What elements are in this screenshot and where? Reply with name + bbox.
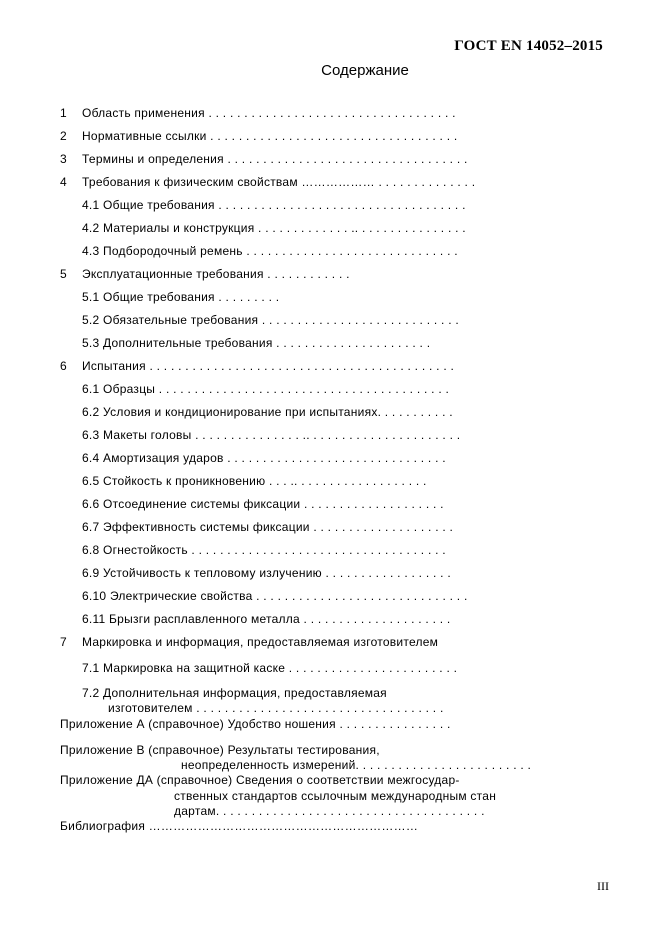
toc-subentry[interactable]: 4.1 Общие требования . . . . . . . . . . . . . . . . . . . . . . . . . . . . . . . . . . . xyxy=(82,198,466,212)
toc-subentry[interactable]: 6.6 Отсоединение системы фиксации . . . . . . . . . . . . . . . . . . . . xyxy=(82,497,444,511)
toc-appendix-continuation[interactable]: дартам. . . . . . . . . . . . . . . . . . . . . . . . . . . . . . . . . . . . . . xyxy=(174,804,485,818)
toc-subentry[interactable]: 6.4 Амортизация ударов . . . . . . . . . . . . . . . . . . . . . . . . . . . . . . . xyxy=(82,451,446,465)
toc-appendix[interactable]: Приложение ДА (справочное) Сведения о соответствии межгосудар- xyxy=(60,773,460,787)
toc-subentry[interactable]: 5.2 Обязательные требования . . . . . . . . . . . . . . . . . . . . . . . . . . . . xyxy=(82,313,459,327)
toc-subentry[interactable]: 6.5 Стойкость к проникновению . . . .. . . . . . . . . . . . . . . . . . . xyxy=(82,474,427,488)
toc-entry-label: Эксплуатационные требования . . . . . . . . . . . . xyxy=(82,267,350,281)
toc-entry-number: 1 xyxy=(60,106,67,120)
toc-subentry[interactable]: 6.11 Брызги расплавленного металла . . . . . . . . . . . . . . . . . . . . . xyxy=(82,612,451,626)
toc-subentry[interactable]: 6.3 Макеты головы . . . . . . . . . . . . . . . .. . . . . . . . . . . . . . . . . . . . . . xyxy=(82,428,461,442)
toc-entry-number: 2 xyxy=(60,129,67,143)
toc-subentry[interactable]: 6.1 Образцы . . . . . . . . . . . . . . . . . . . . . . . . . . . . . . . . . . . . . . . . . xyxy=(82,382,450,396)
toc-subentry[interactable]: 6.7 Эффективность системы фиксации . . . . . . . . . . . . . . . . . . . . xyxy=(82,520,454,534)
toc-bibliography[interactable]: Библиография ………………………………………………………… xyxy=(60,819,419,833)
toc-subentry[interactable]: 5.1 Общие требования . . . . . . . . . xyxy=(82,290,280,304)
toc-appendix[interactable]: Приложение А (справочное) Удобство ношения . . . . . . . . . . . . . . . . xyxy=(60,717,451,731)
toc-subentry[interactable]: 6.8 Огнестойкость . . . . . . . . . . . . . . . . . . . . . . . . . . . . . . . . . . . . xyxy=(82,543,446,557)
toc-subentry[interactable]: 7.1 Маркировка на защитной каске . . . . . . . . . . . . . . . . . . . . . . . . xyxy=(82,661,458,675)
document-code: ГОСТ EN 14052–2015 xyxy=(454,38,603,54)
toc-entry-number: 7 xyxy=(60,635,67,649)
toc-subentry-continuation[interactable]: изготовителем . . . . . . . . . . . . . . . . . . . . . . . . . . . . . . . . . . . xyxy=(108,701,444,715)
toc-entry-label: Нормативные ссылки . . . . . . . . . . . . . . . . . . . . . . . . . . . . . . . . . . . xyxy=(82,129,458,143)
toc-subentry[interactable]: 4.3 Подбородочный ремень . . . . . . . . . . . . . . . . . . . . . . . . . . . . . . xyxy=(82,244,458,258)
toc-appendix-continuation[interactable]: неопределенность измерений. . . . . . . . . . . . . . . . . . . . . . . . . xyxy=(181,758,532,772)
toc-entry-number: 3 xyxy=(60,152,67,166)
toc-subentry[interactable]: 4.2 Материалы и конструкция . . . . . . . . . . . . . .. . . . . . . . . . . . . . . . xyxy=(82,221,466,235)
toc-subentry[interactable]: 6.10 Электрические свойства . . . . . . . . . . . . . . . . . . . . . . . . . . . . . . xyxy=(82,589,468,603)
toc-subentry[interactable]: 5.3 Дополнительные требования . . . . . . . . . . . . . . . . . . . . . . xyxy=(82,336,431,350)
toc-appendix[interactable]: Приложение В (справочное) Результаты тестирования, xyxy=(60,743,380,757)
toc-entry-label: Испытания . . . . . . . . . . . . . . . . . . . . . . . . . . . . . . . . . . . . . . . . . . . xyxy=(82,359,455,373)
page-number: III xyxy=(597,879,609,893)
toc-entry-number: 4 xyxy=(60,175,67,189)
toc-subentry[interactable]: 7.2 Дополнительная информация, предоставляемая xyxy=(82,686,387,700)
toc-entry-number: 5 xyxy=(60,267,67,281)
toc-entry-label: Требования к физическим свойствам ……………… . . . . . . . . . . . . . . xyxy=(82,175,476,189)
toc-entry-label: Термины и определения . . . . . . . . . . . . . . . . . . . . . . . . . . . . . . . . . . xyxy=(82,152,468,166)
toc-entry-number: 6 xyxy=(60,359,67,373)
toc-subentry[interactable]: 6.9 Устойчивость к тепловому излучению . . . . . . . . . . . . . . . . . . xyxy=(82,566,451,580)
toc-entry-label: Маркировка и информация, предоставляемая изготовителем xyxy=(82,635,439,649)
toc-subentry[interactable]: 6.2 Условия и кондиционирование при испытаниях. . . . . . . . . . . xyxy=(82,405,453,419)
toc-entry-label: Область применения . . . . . . . . . . . . . . . . . . . . . . . . . . . . . . . . . . . xyxy=(82,106,456,120)
page-title: Содержание xyxy=(321,62,409,79)
toc-appendix-continuation[interactable]: ственных стандартов ссылочным международным стан xyxy=(174,789,497,803)
